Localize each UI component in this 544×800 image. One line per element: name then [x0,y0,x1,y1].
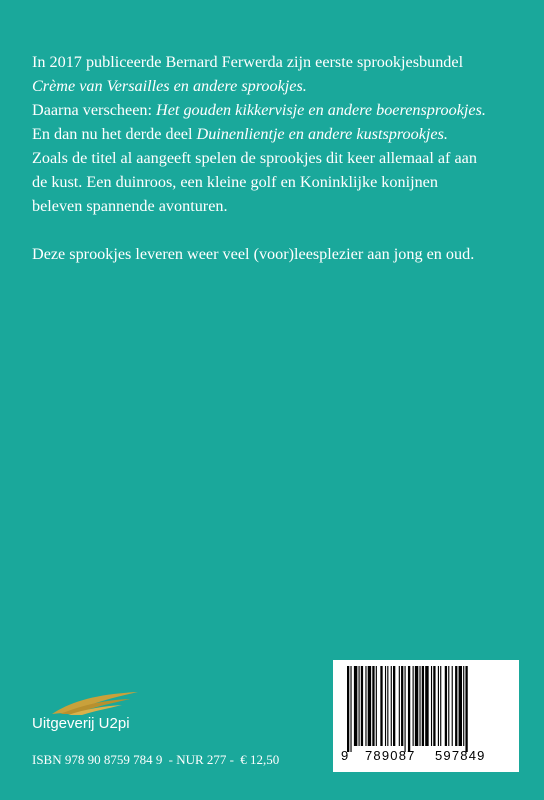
barcode-bar [393,666,395,746]
barcode-bar [431,666,432,746]
barcode-bar [385,666,386,746]
barcode-bar [368,666,371,746]
barcode-bar [463,666,464,746]
barcode-bar [376,666,377,746]
barcode-bar [399,666,400,746]
barcode-bar [425,666,428,746]
golden-wing-icon [50,690,140,716]
barcode-bar [452,666,453,746]
blurb-paragraph-2: Deze sprookjes leveren weer veel (voor)leesplezier aan jong en oud. [32,245,475,263]
barcode-bar [459,666,462,746]
barcode-bar [455,666,457,746]
barcode [333,660,519,772]
second-book-title: Het gouden kikkervisje en andere boerensprookjes. [156,101,486,119]
barcode-bar [401,666,403,746]
blurb-text: In 2017 publiceerde Bernard Ferwerda zijn eerste sprookjesbundel [32,53,464,71]
publisher-logo [30,690,150,742]
first-book-title: Crème van Versailles en andere sprookjes. [32,77,307,95]
isbn-price-line [32,752,282,768]
barcode-bar [391,666,392,746]
third-book-title: Duinenlientje en andere kustsprookjes. [196,125,448,143]
barcode-bars [333,660,519,772]
barcode-bar [422,666,424,746]
barcode-bar [387,666,388,746]
barcode-bar [359,666,360,746]
nur-code: - NUR 277 - [168,752,234,767]
price: € 12,50 [240,752,280,767]
barcode-bar [448,666,449,746]
barcode-bar [380,666,382,746]
barcode-bar [438,666,439,746]
barcode-bar [354,666,357,746]
barcode-group-1: 789087 [365,748,416,763]
isbn-number: ISBN 978 90 8759 784 9 [32,752,163,767]
publisher-name: Uitgeverij U2pi [32,715,130,732]
barcode-bar [413,666,414,746]
barcode-bar [433,666,435,746]
barcode-bar [405,666,406,752]
barcode-bar [372,666,374,746]
barcode-bar [465,666,467,752]
barcode-group-2: 597849 [435,748,486,763]
barcode-bar [408,666,410,752]
barcode-bar [350,666,351,752]
blurb-text: En dan nu het derde deel [32,125,197,143]
blurb-paragraph-1 [32,50,492,218]
back-cover-blurb [32,50,492,266]
barcode-bar [365,666,366,746]
blurb-text: Daarna verscheen: [32,101,157,119]
barcode-bar [361,666,363,746]
barcode-bar [440,666,441,746]
barcode-lead-digit: 9 [341,748,350,763]
barcode-bar [419,666,420,746]
barcode-bar [445,666,447,746]
barcode-bar [415,666,418,746]
blurb-text: Zoals de titel al aangeeft spelen de sprookjes dit keer allemaal af aan de kust. Een duinroos, een kleine golf en Koninklijke konijnen beleven spannende avonturen. [32,149,477,215]
barcode-bar [347,666,349,752]
